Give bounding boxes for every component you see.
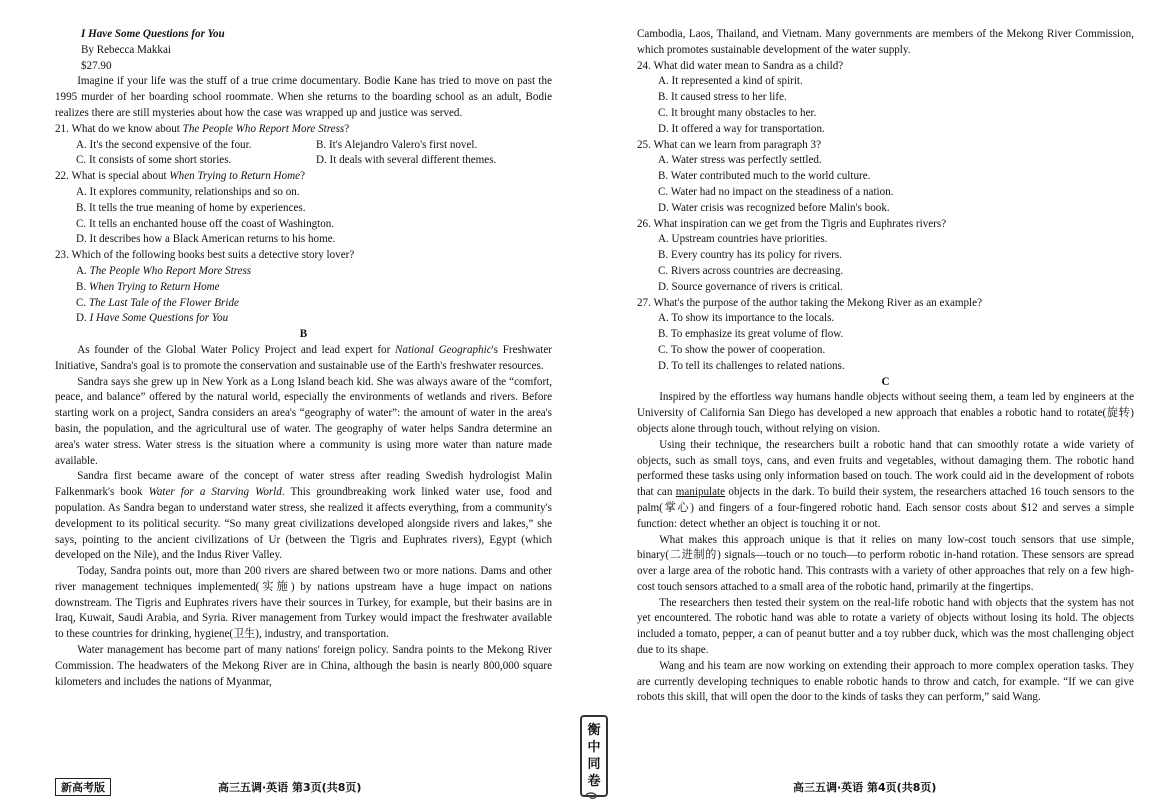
book-price: $27.90 bbox=[81, 59, 112, 72]
book-title: I Have Some Questions for You bbox=[81, 28, 225, 40]
q26-option-b: B. Every country has its policy for rivers. bbox=[658, 249, 842, 262]
stamp-char-4: 卷 bbox=[587, 774, 601, 789]
q23-option-b: B. When Trying to Return Home bbox=[76, 280, 220, 293]
q24-option-c: C. It brought many obstacles to her. bbox=[658, 106, 817, 119]
q23-option-c: C. The Last Tale of the Flower Bride bbox=[76, 296, 239, 309]
q22-option-c: C. It tells an enchanted house off the coast of Washington. bbox=[76, 217, 335, 230]
passage-b-para-3: Sandra first became aware of the concept of water stress after reading Swedish hydrologist Malin Falkenmark's book Water for a Starving World. This groundbreaking work linked water use, food and population. As Sandra began to understand water stress, she realized it affects everything, from a community's development to its political security. “So many great civilizations developed alongside rivers and lakes,” she says, pointing to the ancient civilizations of Ur (between the Tigris and Euphrates rivers), Egypt (which developed on the Nile), and the Indus River Valley. bbox=[55, 470, 552, 562]
book-author: By Rebecca Makkai bbox=[81, 43, 171, 56]
q21-option-b: B. It's Alejandro Valero's first novel. bbox=[316, 138, 478, 151]
q25-option-b: B. Water contributed much to the world culture. bbox=[658, 170, 871, 183]
section-c-heading: C bbox=[881, 375, 890, 388]
right-column bbox=[637, 27, 1134, 706]
q23-option-a: A. The People Who Report More Stress bbox=[76, 264, 252, 277]
passage-b-para-4: Today, Sandra points out, more than 200 rivers are shared between two or more nations. Dams and other river management techniques implemented(实施) by nations upstream have a huge impact on nations downstream. The Tigris and Euphrates rivers have their sources in Turkey, for example, but their basins are in Iraq, Kuwait, Saudi Arabia, and Syria. River management from Turkey would impact the freshwater available to these countries for drinking, hygiene(卫生), industry, and transportation. bbox=[55, 565, 552, 641]
q27-option-c: C. To show the power of cooperation. bbox=[658, 343, 826, 356]
passage-c-para-2: Using their technique, the researchers built a robotic hand that can smoothly rotate a wide variety of objects, such as small toys, cans, and even fruits and vegetables, without damaging them. The robotic hand performed these tasks using only information based on touch. The work could aid in the development of robots that can manipulate objects in the dark. To build their system, the researchers attached 16 touch sensors to the palm(掌心) and fingers of a four-fingered robotic hand. Each sensor costs about $12 and serves a simple function: detect whether an object is touching it or not. bbox=[637, 438, 1135, 530]
center-seal-stamp bbox=[580, 715, 608, 797]
question-26: 26. What inspiration can we get from the Tigris and Euphrates rivers? bbox=[637, 217, 947, 230]
q26-option-a: A. Upstream countries have priorities. bbox=[658, 233, 828, 246]
q21-options-row2 bbox=[55, 153, 552, 169]
passage-b-para-2: Sandra says she grew up in New York as a Long Island beach kid. She was always aware of the “comfort, peace, and balance” offered by the natural world, especially the environments of wetlands and rivers. Before starting work on a project, Sandra considers an area's “geography of water”: the amount of water in the area's basin, the population, and the agricultural use of water. The geography of water helps Sandra determine an area's water stress. Water stress is the situation where a community is using more water than nature made available. bbox=[55, 375, 552, 467]
q22-option-a: A. It explores community, relationships and so on. bbox=[76, 185, 300, 198]
q27-option-d: D. To tell its challenges to related nations. bbox=[658, 359, 845, 372]
left-column bbox=[55, 27, 552, 690]
book-description: Imagine if your life was the stuff of a true crime documentary. Bodie Kane has tried to move on past the 1995 murder of her boarding school roommate. When she returns to the boarding school as an adult, Bodie realizes there are still mysteries about how the case was wrapped up and justice was served. bbox=[55, 75, 552, 119]
section-b-heading: B bbox=[299, 328, 308, 341]
passage-c-para-5: Wang and his team are now working on extending their approach to more complex operation tasks. They are currently developing techniques to enable robotic hands to throw and catch, for example. “If we can give robots this skill, that will open the door to the kinds of tasks they can perform,” said Wang. bbox=[637, 659, 1134, 704]
q21-option-c: C. It consists of some short stories. bbox=[76, 154, 232, 167]
q21-option-d: D. It deals with several different themes. bbox=[316, 154, 497, 167]
question-27: 27. What's the purpose of the author taking the Mekong River as an example? bbox=[637, 296, 982, 309]
q26-option-c: C. Rivers across countries are decreasing. bbox=[658, 264, 844, 277]
passage-b-para-1: As founder of the Global Water Policy Project and lead expert for National Geographic's Freshwater Initiative, Sandra's goal is to promote the conservation and sustainable use of the Earth's freshwater resources. bbox=[55, 343, 552, 372]
right-page-footer: 高三五调·英语 第4页(共8页) bbox=[793, 781, 937, 794]
q24-option-a: A. It represented a kind of spirit. bbox=[658, 75, 803, 88]
passage-c-para-1: Inspired by the effortless way humans handle objects without seeing them, a team led by engineers at the University of California San Diego has developed a new approach that enables a robotic hand to rotate(旋转) objects alone through touch, without relying on vision. bbox=[637, 391, 1134, 435]
question-23: 23. Which of the following books best suits a detective story lover? bbox=[55, 249, 355, 262]
question-24: 24. What did water mean to Sandra as a child? bbox=[637, 59, 844, 72]
left-page-footer: 高三五调·英语 第3页(共8页) bbox=[218, 781, 362, 794]
passage-b-para-5-continued: Cambodia, Laos, Thailand, and Vietnam. Many governments are members of the Mekong River Commission, which promotes sustainable development of the water supply. bbox=[637, 28, 1134, 56]
q24-option-b: B. It caused stress to her life. bbox=[658, 91, 787, 104]
passage-c-para-3: What makes this approach unique is that it relies on many low-cost touch sensors that use simple, binary(二进制的) signals—touch or no touch—to perform robotic in-hand rotation. These sensors are spread over a large area of the robotic hand. This contrasts with a variety of other approaches that rely on a few high-cost touch sensors attached to a small area of the robotic hand, primarily at the fingertips. bbox=[637, 533, 1134, 593]
stamp-char-1: 衡 bbox=[587, 723, 601, 738]
q27-option-a: A. To show its importance to the locals. bbox=[658, 312, 835, 325]
question-22: 22. What is special about When Trying to Return Home? bbox=[55, 170, 305, 183]
stamp-char-3: 同 bbox=[587, 757, 601, 772]
q23-option-d: D. I Have Some Questions for You bbox=[76, 312, 229, 325]
edition-badge: 新高考版 bbox=[55, 778, 111, 796]
stamp-char-2: 中 bbox=[587, 740, 601, 755]
question-21: 21. What do we know about The People Who Report More Stress? bbox=[55, 122, 350, 135]
q22-option-b: B. It tells the true meaning of home by experiences. bbox=[76, 201, 306, 214]
q22-option-d: D. It describes how a Black American returns to his home. bbox=[76, 233, 336, 246]
q25-option-d: D. Water crisis was recognized before Malin's book. bbox=[658, 201, 890, 214]
q21-options-row1 bbox=[55, 138, 552, 154]
question-25: 25. What can we learn from paragraph 3? bbox=[637, 138, 821, 151]
passage-c-para-4: The researchers then tested their system on the real-life robotic hand with objects that the system has not yet encountered. The robotic hand was able to rotate a variety of objects without losing its hold. The objects included a tomato, pepper, a can of peanut butter and a toy rubber duck, which was the most challenging object due to its shape. bbox=[637, 596, 1134, 657]
passage-b-para-5: Water management has become part of many nations' foreign policy. Sandra points to the Mekong River Commission. The headwaters of the Mekong River are in China, although the basin is nearly 800,000 square kilometers and includes the nations of Myanmar, bbox=[55, 644, 552, 688]
q21-option-a: A. It's the second expensive of the four. bbox=[76, 138, 252, 151]
q27-option-b: B. To emphasize its great volume of flow. bbox=[658, 328, 844, 341]
q26-option-d: D. Source governance of rivers is critical. bbox=[658, 280, 843, 293]
swirl-ornament-icon bbox=[584, 790, 600, 802]
q25-option-a: A. Water stress was perfectly settled. bbox=[658, 154, 822, 167]
q25-option-c: C. Water had no impact on the steadiness of a nation. bbox=[658, 185, 894, 198]
q24-option-d: D. It offered a way for transportation. bbox=[658, 122, 825, 135]
